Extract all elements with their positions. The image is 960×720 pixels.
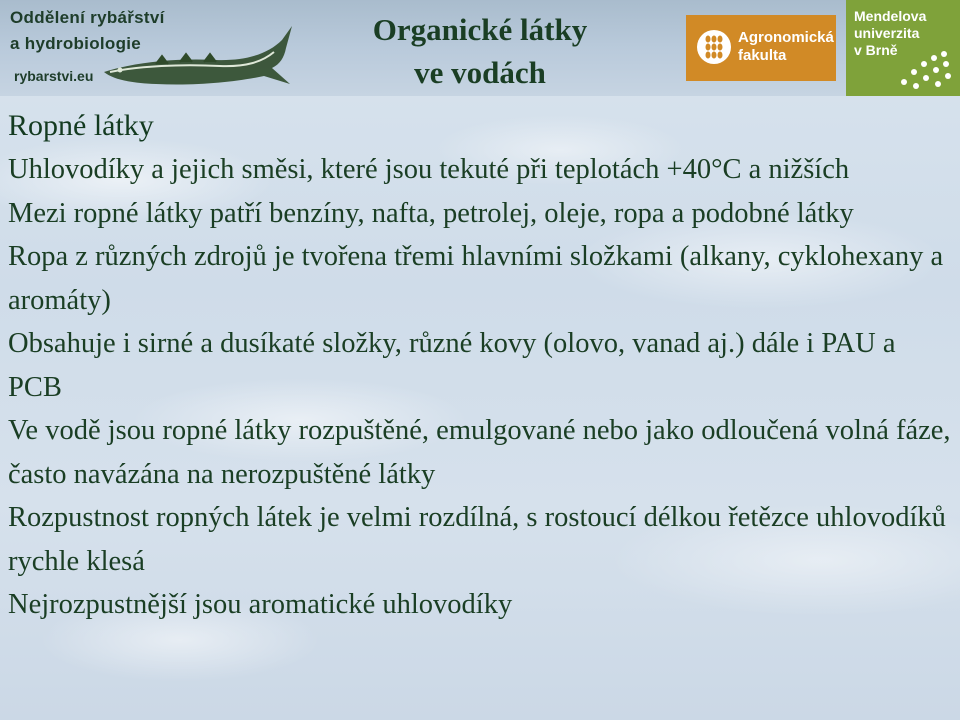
department-logo — [4, 4, 294, 92]
paragraph: Rozpustnost ropných látek je velmi rozdílná, s rostoucí délkou řetězce uhlovodíků rychle klesá — [8, 502, 946, 577]
department-website: rybarstvi.eu — [14, 68, 94, 84]
university-name-line1: Mendelova — [854, 8, 927, 24]
faculty-name-line1: Agronomická — [738, 29, 834, 46]
slide-header — [0, 0, 960, 96]
faculty-name — [738, 29, 834, 65]
paragraph: Ropa z různých zdrojů je tvořena třemi hlavními složkami (alkany, cyklohexany a aromáty) — [8, 241, 944, 316]
slide-title-line1: Organické látky — [372, 12, 588, 47]
faculty-logo — [686, 15, 836, 81]
paragraph: Nejrozpustnější jsou aromatické uhlovodíky — [8, 589, 513, 620]
department-name-line2: a hydrobiologie — [10, 34, 142, 53]
university-logo — [846, 0, 960, 96]
sturgeon-fish-icon — [96, 18, 296, 94]
slide-content — [8, 104, 952, 627]
paragraph: Obsahuje i sirné a dusíkaté složky, různé kovy (olovo, vanad aj.) dále i PAU a PCB — [8, 328, 896, 403]
paragraph: Ve vodě jsou ropné látky rozpuštěné, emulgované nebo jako odloučená volná fáze, často navázána na nerozpuštěné látky — [8, 415, 951, 490]
dots-icon — [896, 48, 956, 92]
faculty-name-line2: fakulta — [738, 47, 787, 64]
university-name-line2: univerzita — [854, 25, 920, 41]
department-name-line1: Oddělení rybářství — [10, 8, 165, 27]
slide-title — [330, 8, 630, 94]
paragraph: Mezi ropné látky patří benzíny, nafta, petrolej, oleje, ropa a podobné látky — [8, 197, 854, 229]
university-name-line3: v Brně — [854, 42, 898, 58]
paragraph: Uhlovodíky a jejich směsi, které jsou tekuté při teplotách +40°C a nižších — [8, 154, 850, 185]
section-heading: Ropné látky — [8, 109, 154, 142]
slide-title-line2: ve vodách — [414, 55, 546, 90]
grain-icon — [696, 29, 732, 65]
